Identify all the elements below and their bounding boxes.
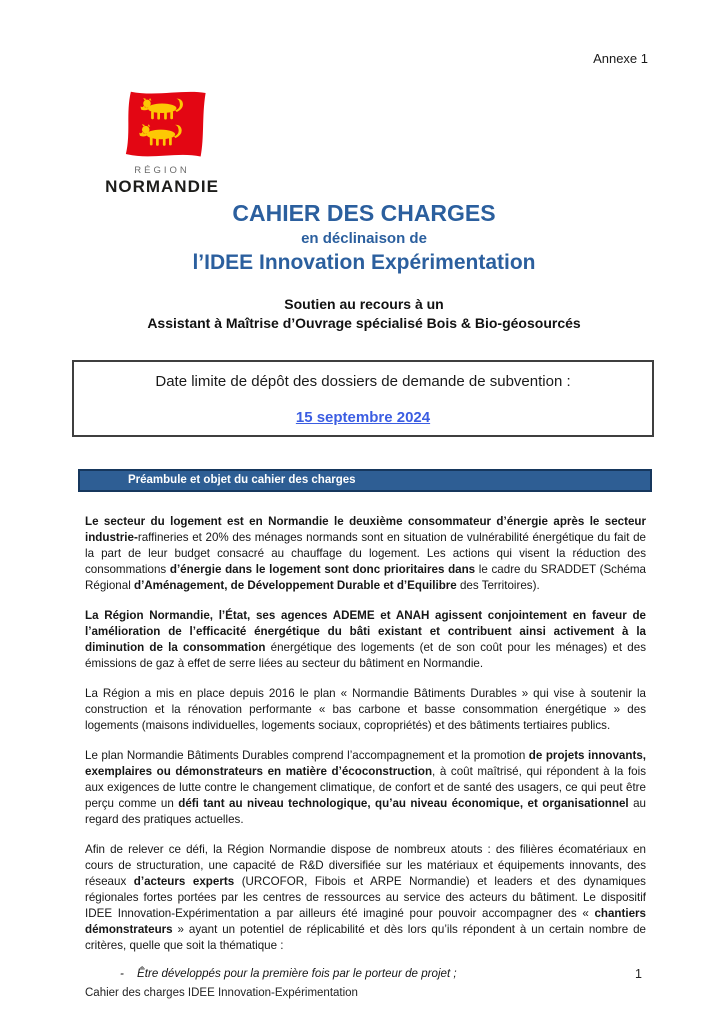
- body-paragraphs: [85, 514, 646, 954]
- subtitle-line-2: Assistant à Maîtrise d’Ouvrage spécialisé Bois & Bio-géosourcés: [147, 314, 581, 331]
- title-line-3: l’IDEE Innovation Expérimentation: [192, 251, 536, 275]
- title-line-1: CAHIER DES CHARGES: [232, 200, 496, 226]
- normandy-flag-icon: [112, 88, 212, 164]
- title-line-2: en déclinaison de: [301, 229, 427, 247]
- logo-region-text: RÉGION: [134, 165, 190, 176]
- document-subtitle: [0, 295, 728, 333]
- bullet-item: [85, 966, 646, 982]
- bullet-text: Être développés pour la première fois par le porteur de projet ;: [137, 966, 457, 980]
- annexe-label: Annexe 1: [593, 51, 648, 66]
- section-banner-label: Préambule et objet du cahier des charges: [128, 474, 356, 486]
- body-paragraph: Afin de relever ce défi, la Région Normandie dispose de nombreux atouts : des filières écomatériaux en cours de structuration, une capacité de R&D diversifiée sur les matériaux et équipements innovants, des réseaux d’acteurs experts (URCOFOR, Fibois et ARPE Normandie) et leaders et des dynamiques régionales fortes portées par les centres de ressources au service des acteurs du bâtiment. Le dispositif IDEE Innovation-Expérimentation a par ailleurs été imaginé pour pouvoir accompagner des « chantiers démonstrateurs » ayant un potentiel de réplicabilité et dès lors qu’ils répondent à un certain nombre de critères, quelle que soit la thématique :: [85, 842, 646, 952]
- body-text: [85, 514, 646, 982]
- body-paragraph: Le plan Normandie Bâtiments Durables comprend l’accompagnement et la promotion de projets innovants, exemplaires ou démonstrateurs en matière d’écoconstruction, à coût maîtrisé, qui répondent à la fois aux exigences de lutte contre le changement climatique, de confort et de santé des usagers, ce qui peut être perçu comme un défi tant au niveau technologique, qu’au niveau économique, et organisationnel au regard des pratiques actuelles.: [85, 748, 647, 826]
- body-paragraph: La Région Normandie, l’État, ses agences ADEME et ANAH agissent conjointement en faveur de l’amélioration de l’efficacité énergétique du bâti existant et contribuent ainsi activement à la diminution de la consommation énergétique des logements (et de son coût pour les ménages) et des émissions de gaz à effet de serre liées au secteur du bâtiment en Normandie.: [85, 608, 646, 670]
- logo-normandie-text: NORMANDIE: [105, 177, 219, 196]
- section-banner-preambule: [78, 469, 652, 492]
- document-title: [0, 200, 728, 275]
- page-number: 1: [635, 967, 642, 981]
- body-paragraph: Le secteur du logement est en Normandie le deuxième consommateur d’énergie après le secteur industrie-raffineries et 20% des ménages normands sont en situation de vulnérabilité énergétique du fait de la part de leur budget consacré au chauffage du logement. Les actions qui visent la réduction des consommations d’énergie dans le logement sont donc prioritaires dans le cadre du SRADDET (Schéma Régional d’Aménagement, de Développement Durable et d’Equilibre des Territoires).: [85, 515, 646, 592]
- region-normandie-logo: [102, 88, 222, 197]
- bullet-marker: -: [120, 966, 124, 980]
- subtitle-line-1: Soutien au recours à un: [284, 296, 444, 312]
- footer-document-label: Cahier des charges IDEE Innovation-Expérimentation: [85, 987, 358, 999]
- body-paragraph: La Région a mis en place depuis 2016 le plan « Normandie Bâtiments Durables » qui vise à soutenir la construction et la rénovation performante « bas carbone et basse consommation énergétique » des logements (maisons individuelles, logements sociaux, copropriétés) et des bâtiments tertiaires publics.: [85, 686, 646, 732]
- deadline-date-link[interactable]: 15 septembre 2024: [295, 409, 431, 426]
- deadline-box: [72, 360, 654, 437]
- deadline-label: Date limite de dépôt des dossiers de demande de subvention :: [155, 373, 571, 390]
